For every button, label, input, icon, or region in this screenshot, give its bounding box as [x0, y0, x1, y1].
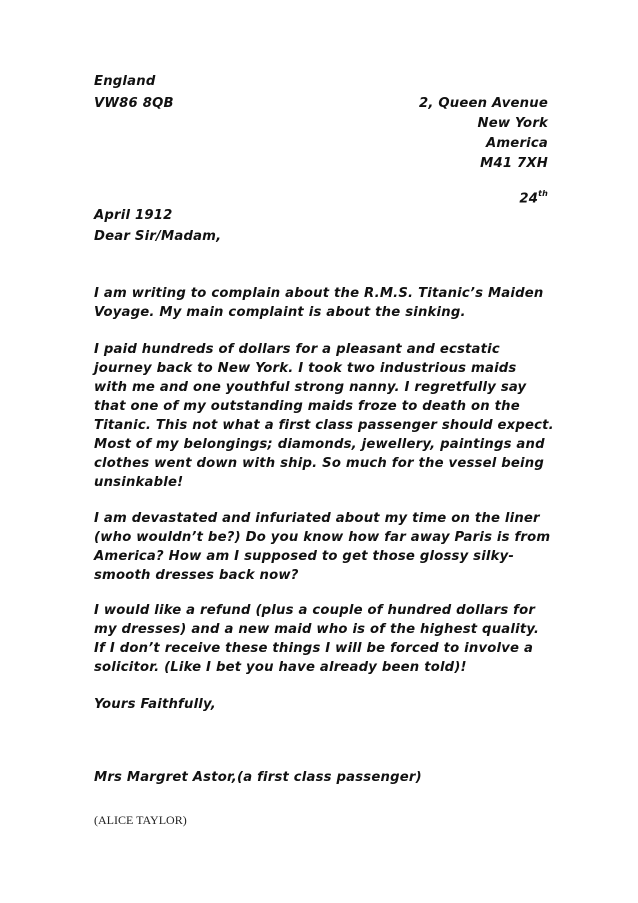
- salutation: Dear Sir/Madam,: [94, 229, 222, 244]
- paragraph-line: solicitor. (Like I bet you have already been told)!: [94, 660, 467, 675]
- paragraph-line: clothes went down with ship. So much for the vessel being: [94, 456, 544, 471]
- closing: Yours Faithfully,: [94, 697, 216, 712]
- paragraph-line: Titanic. This not what a first class passenger should expect.: [94, 418, 554, 433]
- paragraph-3: [94, 509, 554, 585]
- paragraph-line: Most of my belongings; diamonds, jewellery, paintings and: [94, 437, 545, 452]
- paragraph-line: America? How am I supposed to get those glossy silky-: [94, 549, 515, 564]
- author-note: (ALICE TAYLOR): [94, 813, 187, 827]
- sender-line-2: VW86 8QB: [94, 96, 174, 111]
- recipient-country: America: [485, 136, 548, 151]
- paragraph-line: I paid hundreds of dollars for a pleasant and ecstatic: [94, 342, 500, 357]
- recipient-street: 2, Queen Avenue: [419, 96, 548, 111]
- paragraph-line: my dresses) and a new maid who is of the highest quality.: [94, 622, 540, 637]
- sender-line-1: England: [94, 74, 156, 89]
- recipient-postcode: M41 7XH: [480, 156, 548, 171]
- date-day-suffix: th: [538, 189, 548, 198]
- recipient-city: New York: [477, 116, 548, 131]
- date-day: [0, 190, 548, 206]
- paragraph-line: (who wouldn’t be?) Do you know how far away Paris is from: [94, 530, 551, 545]
- paragraph-line: that one of my outstanding maids froze to death on the: [94, 399, 520, 414]
- paragraph-4: [94, 601, 554, 677]
- paragraph-line: smooth dresses back now?: [94, 568, 299, 583]
- paragraph-1: [94, 284, 554, 322]
- paragraph-line: journey back to New York. I took two industrious maids: [94, 361, 517, 376]
- paragraph-2: [94, 340, 554, 492]
- paragraph-line: I would like a refund (plus a couple of hundred dollars for: [94, 603, 536, 618]
- paragraph-line: If I don’t receive these things I will be forced to involve a: [94, 641, 534, 656]
- date-month-year: April 1912: [94, 208, 173, 223]
- paragraph-line: unsinkable!: [94, 475, 184, 490]
- paragraph-line: I am devastated and infuriated about my time on the liner: [94, 511, 540, 526]
- date-day-number: 24: [519, 191, 539, 207]
- paragraph-line: with me and one youthful strong nanny. I regretfully say: [94, 380, 527, 395]
- signature: Mrs Margret Astor,(a first class passenger): [94, 770, 422, 785]
- paragraph-line: I am writing to complain about the R.M.S. Titanic’s Maiden: [94, 286, 544, 301]
- paragraph-line: Voyage. My main complaint is about the sinking.: [94, 305, 466, 320]
